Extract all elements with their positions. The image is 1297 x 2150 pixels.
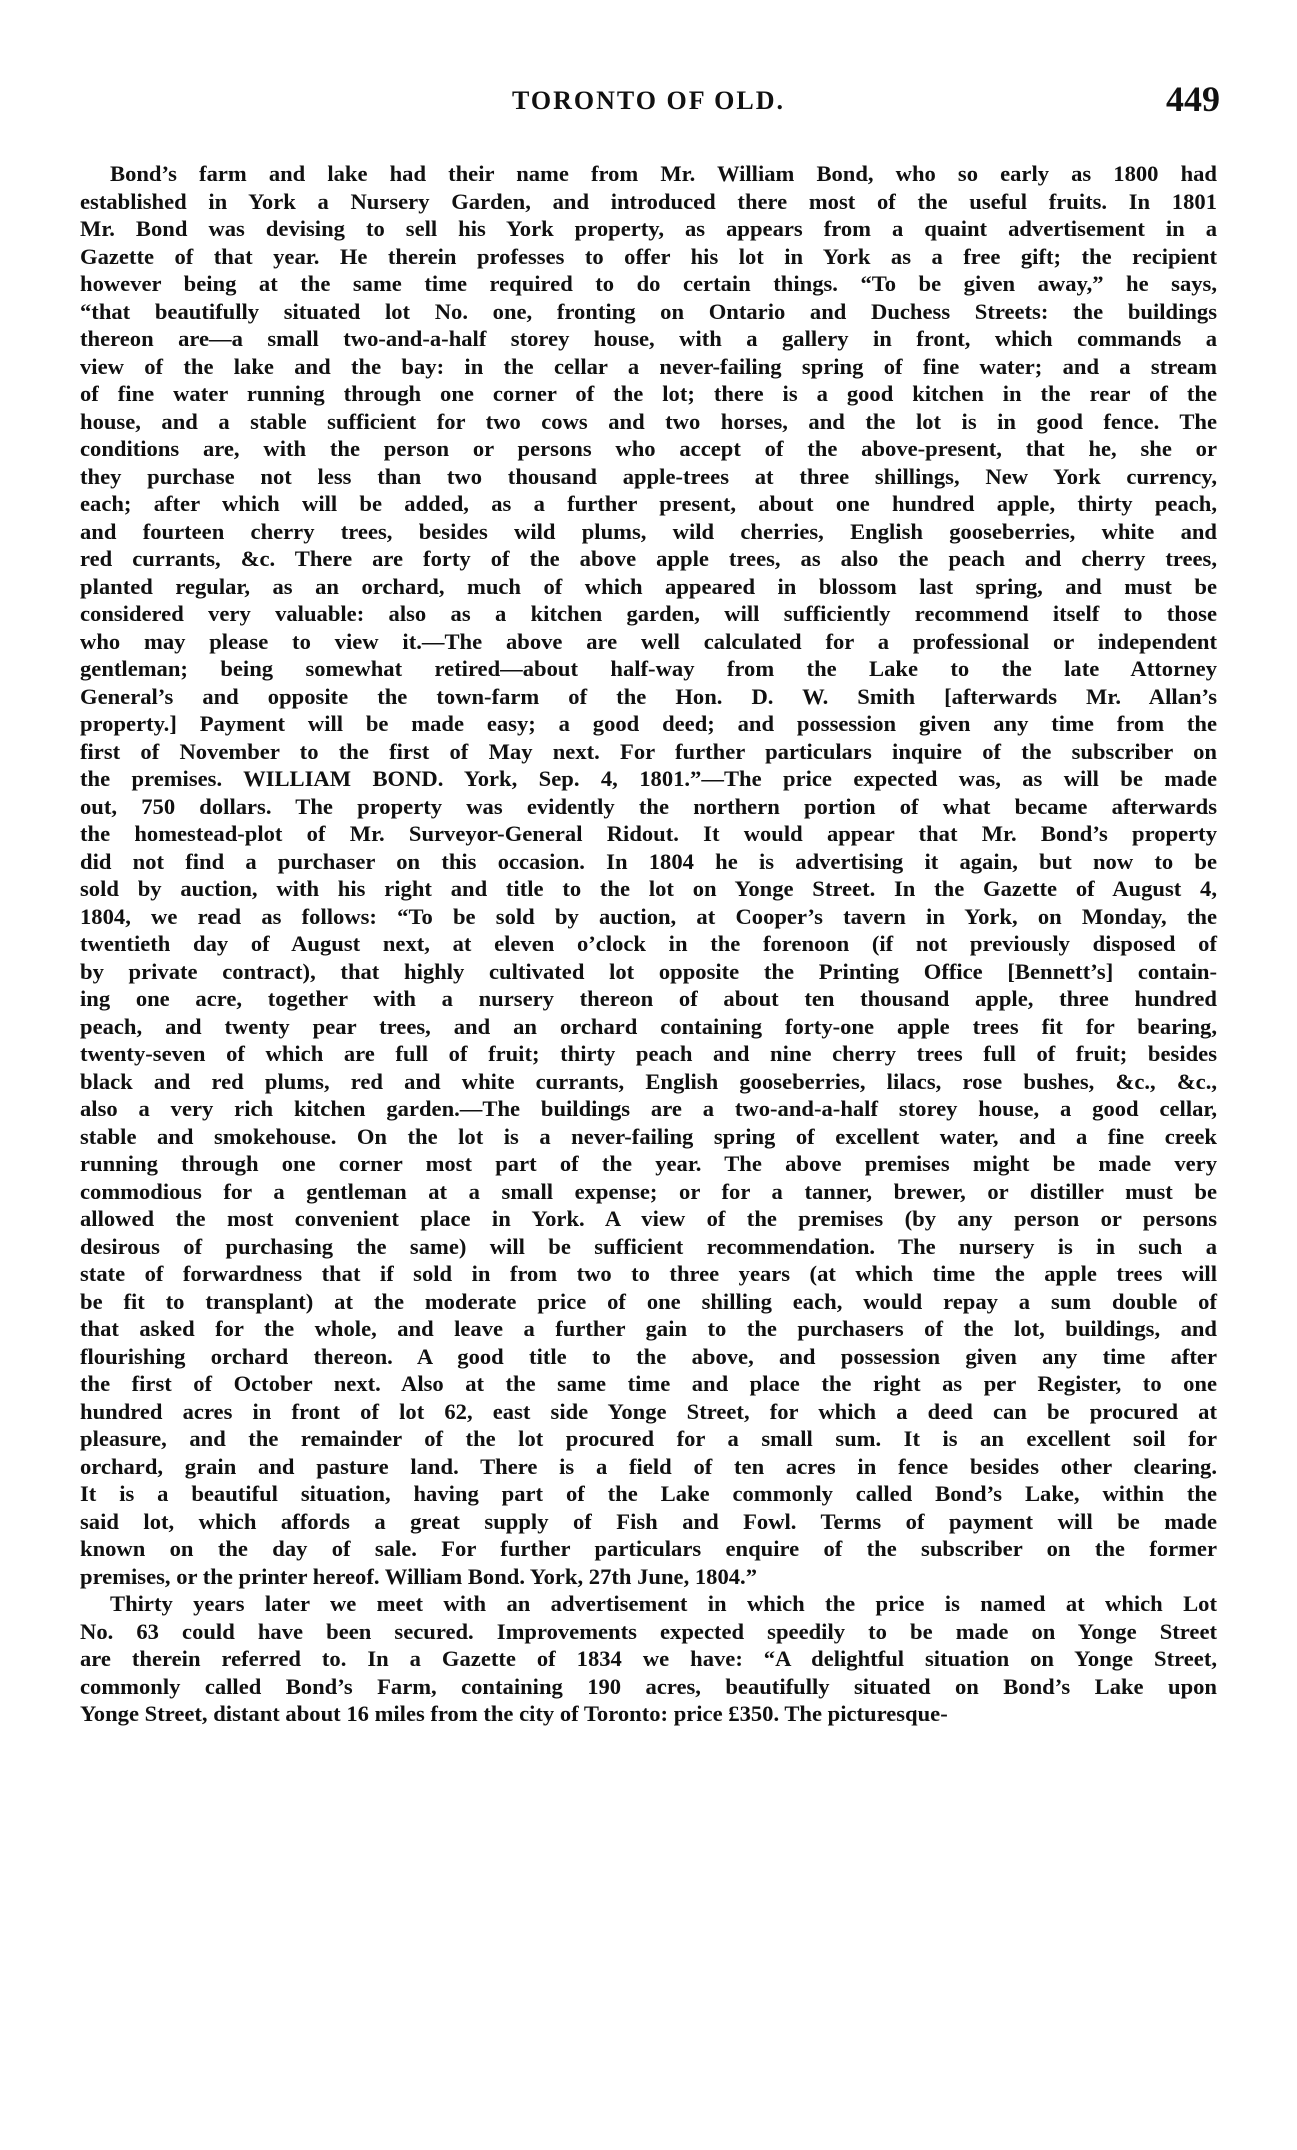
text-line: gentleman; being somewhat retired—about half-way from the Lake to the late Attorney	[80, 656, 1217, 681]
text-line: General’s and opposite the town-farm of the Hon. D. W. Smith [afterwards Mr. Allan’s	[80, 683, 1217, 709]
text-line: desirous of purchasing the same) will be sufficient recommendation. The nursery is in such a	[80, 1233, 1217, 1259]
text-line: sold by auction, with his right and title to the lot on Yonge Street. In the Gazette of August 4,	[80, 876, 1217, 901]
text-line: considered very valuable: also as a kitchen garden, will sufficiently recommend itself to those	[80, 601, 1217, 626]
text-line: Yonge Street, distant about 16 miles from the city of Toronto: price £350. The picturesque-	[80, 1701, 948, 1726]
text-line: planted regular, as an orchard, much of which appeared in blossom last spring, and must be	[80, 573, 1217, 599]
text-line: allowed the most convenient place in York. A view of the premises (by any person or persons	[80, 1206, 1217, 1231]
text-line: red currants, &c. There are forty of the above apple trees, as also the peach and cherry trees,	[80, 546, 1217, 571]
page-number: 449	[1166, 79, 1220, 119]
text-line: each; after which will be added, as a further present, about one hundred apple, thirty peach,	[80, 491, 1217, 516]
text-line: No. 63 could have been secured. Improvements expected speedily to be made on Yonge Street	[80, 1618, 1217, 1644]
text-line: that asked for the whole, and leave a further gain to the purchasers of the lot, buildings, and	[80, 1316, 1217, 1341]
text-line: pleasure, and the remainder of the lot procured for a small sum. It is an excellent soil for	[80, 1426, 1217, 1451]
text-line: out, 750 dollars. The property was evidently the northern portion of what became afterwards	[80, 793, 1217, 819]
text-line: are therein referred to. In a Gazette of 1834 we have: “A delightful situation on Yonge Street,	[80, 1646, 1217, 1671]
paragraph-1	[80, 160, 1217, 1590]
body-text	[80, 160, 1217, 1728]
text-line: however being at the same time required to do certain things. “To be given away,” he says,	[80, 271, 1217, 296]
text-line: Thirty years later we meet with an advertisement in which the price is named at which Lot	[110, 1591, 1217, 1616]
text-line: It is a beautiful situation, having part of the Lake commonly called Bond’s Lake, within the	[80, 1481, 1217, 1506]
text-line: hundred acres in front of lot 62, east side Yonge Street, for which a deed can be procured at	[80, 1398, 1217, 1424]
text-line: also a very rich kitchen garden.—The buildings are a two-and-a-half storey house, a good cellar,	[80, 1096, 1217, 1121]
text-line: flourishing orchard thereon. A good title to the above, and possession given any time after	[80, 1343, 1217, 1369]
text-line: the homestead-plot of Mr. Surveyor-General Ridout. It would appear that Mr. Bond’s property	[80, 821, 1217, 846]
text-line: premises, or the printer hereof. William Bond. York, 27th June, 1804.”	[80, 1563, 757, 1589]
text-line: black and red plums, red and white currants, English gooseberries, lilacs, rose bushes, &c., &c.,	[80, 1068, 1217, 1094]
text-line: state of forwardness that if sold in from two to three years (at which time the apple trees will	[80, 1261, 1217, 1286]
running-title: TORONTO OF OLD.	[512, 86, 785, 115]
text-line: known on the day of sale. For further particulars enquire of the subscriber on the former	[80, 1536, 1217, 1561]
text-line: twenty-seven of which are full of fruit; thirty peach and nine cherry trees full of fruit; besides	[80, 1041, 1217, 1066]
text-line: conditions are, with the person or persons who accept of the above-present, that he, she or	[80, 436, 1217, 461]
text-line: commonly called Bond’s Farm, containing 190 acres, beautifully situated on Bond’s Lake upon	[80, 1673, 1217, 1699]
text-line: “that beautifully situated lot No. one, fronting on Ontario and Duchess Streets: the buildings	[80, 298, 1217, 324]
text-line: Mr. Bond was devising to sell his York property, as appears from a quaint advertisement in a	[80, 216, 1217, 241]
text-line: Bond’s farm and lake had their name from Mr. William Bond, who so early as 1800 had	[110, 161, 1217, 186]
text-line: the first of October next. Also at the same time and place the right as per Register, to one	[80, 1371, 1217, 1396]
text-line: be fit to transplant) at the moderate price of one shilling each, would repay a sum double of	[80, 1288, 1217, 1314]
text-line: stable and smokehouse. On the lot is a never-failing spring of excellent water, and a fine creek	[80, 1123, 1217, 1149]
text-line: and fourteen cherry trees, besides wild plums, wild cherries, English gooseberries, white and	[80, 518, 1217, 544]
text-line: by private contract), that highly cultivated lot opposite the Printing Office [Bennett’s] contain-	[80, 958, 1217, 984]
text-line: Gazette of that year. He therein professes to offer his lot in York as a free gift; the recipient	[80, 243, 1217, 269]
text-line: said lot, which affords a great supply of Fish and Fowl. Terms of payment will be made	[80, 1508, 1217, 1534]
text-line: first of November to the first of May next. For further particulars inquire of the subscriber on	[80, 738, 1217, 764]
text-line: they purchase not less than two thousand apple-trees at three shillings, New York currency,	[80, 463, 1217, 489]
text-line: orchard, grain and pasture land. There is a field of ten acres in fence besides other clearing.	[80, 1453, 1217, 1479]
text-line: commodious for a gentleman at a small expense; or for a tanner, brewer, or distiller must be	[80, 1178, 1217, 1204]
text-line: who may please to view it.—The above are well calculated for a professional or independent	[80, 628, 1217, 654]
text-line: did not find a purchaser on this occasion. In 1804 he is advertising it again, but now to be	[80, 848, 1217, 874]
text-line: peach, and twenty pear trees, and an orchard containing forty-one apple trees fit for bearing,	[80, 1013, 1217, 1039]
text-line: view of the lake and the bay: in the cellar a never-failing spring of fine water; and a stream	[80, 353, 1217, 379]
text-line: the premises. WILLIAM BOND. York, Sep. 4, 1801.”—The price expected was, as will be made	[80, 766, 1217, 791]
text-line: of fine water running through one corner of the lot; there is a good kitchen in the rear of the	[80, 381, 1217, 406]
text-line: established in York a Nursery Garden, and introduced there most of the useful fruits. In 1801	[80, 188, 1217, 214]
text-line: 1804, we read as follows: “To be sold by auction, at Cooper’s tavern in York, on Monday, the	[80, 903, 1217, 929]
text-line: property.] Payment will be made easy; a good deed; and possession given any time from the	[80, 711, 1217, 736]
text-line: twentieth day of August next, at eleven o’clock in the forenoon (if not previously disposed of	[80, 931, 1217, 956]
text-line: running through one corner most part of the year. The above premises might be made very	[80, 1151, 1217, 1176]
paragraph-2	[80, 1590, 1217, 1728]
text-line: thereon are—a small two-and-a-half storey house, with a gallery in front, which commands a	[80, 326, 1217, 351]
text-line: ing one acre, together with a nursery thereon of about ten thousand apple, three hundred	[80, 986, 1217, 1011]
text-line: house, and a stable sufficient for two cows and two horses, and the lot is in good fence. The	[80, 408, 1217, 434]
running-head	[0, 79, 1297, 126]
